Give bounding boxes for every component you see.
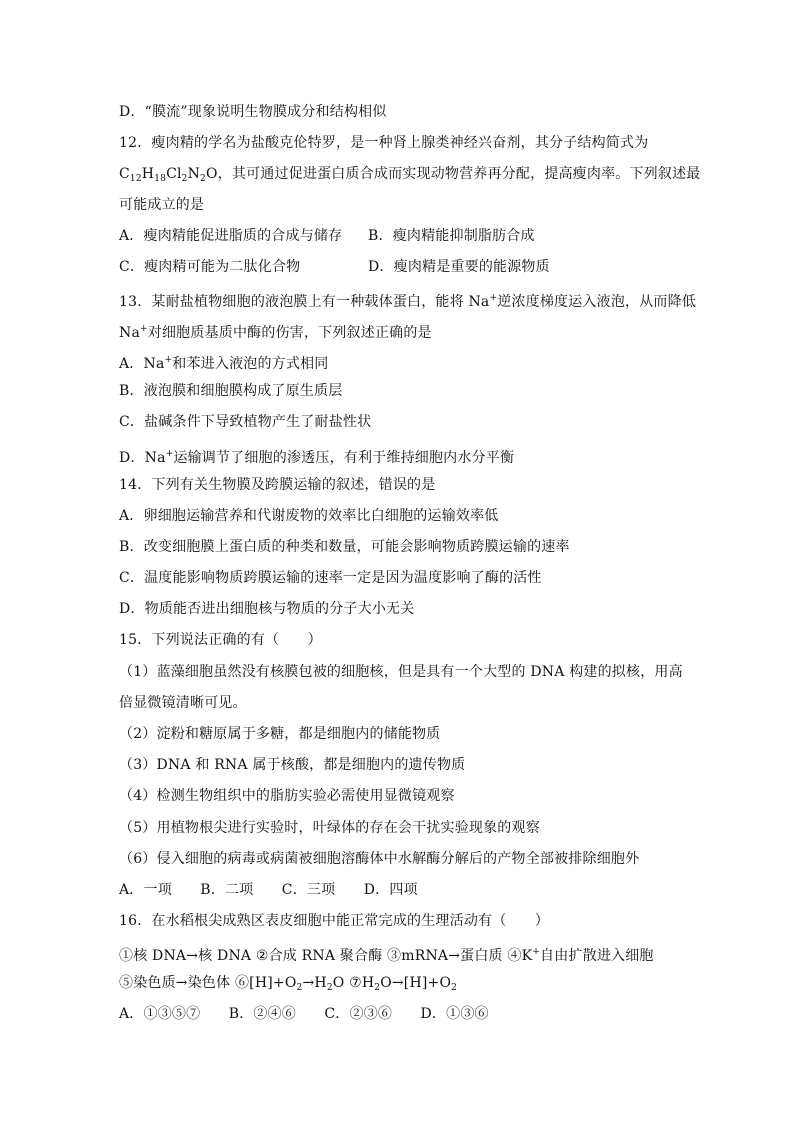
q16-row-2c: O ⑦H bbox=[332, 975, 375, 991]
q12-options-row-1 bbox=[0, 226, 794, 246]
superscript-plus: + bbox=[140, 324, 148, 334]
q13-option-d bbox=[119, 444, 514, 464]
q12-options-row-2 bbox=[0, 257, 794, 277]
q12-option-b: B．瘦肉精能抑制脂肪合成 bbox=[368, 228, 535, 244]
q15-item-3: （3）DNA 和 RNA 属于核酸，都是细胞内的遗传物质 bbox=[119, 757, 466, 773]
q13-stem-1a: 13．某耐盐植物细胞的液泡膜上有一种载体蛋白，能将 Na bbox=[119, 294, 490, 310]
q12-stem-line-2-text: ，其可通过促进蛋白质合成而实现动物营养再分配，提高瘦肉率。下列叙述最 bbox=[217, 166, 701, 182]
q12-stem-line-1: 12．瘦肉精的学名为盐酸克伦特罗，是一种肾上腺类神经兴奋剂，其分子结构简式为 bbox=[119, 135, 649, 151]
q11-option-d: D．“膜流”现象说明生物膜成分和结构相似 bbox=[119, 104, 387, 120]
q15-item-6: （6）侵入细胞的病毒或病菌被细胞溶酶体中水解酶分解后的产物全部被排除细胞外 bbox=[119, 851, 640, 867]
formula-h-count: 18 bbox=[154, 174, 167, 184]
formula-n: N bbox=[187, 166, 201, 182]
q14-option-b: B．改变细胞膜上蛋白质的种类和数量，可能会影响物质跨膜运输的速率 bbox=[119, 539, 570, 555]
q12-stem-line-2 bbox=[119, 164, 700, 184]
q12-option-c: C．瘦肉精可能为二肽化合物 bbox=[119, 259, 301, 275]
q12-option-a: A．瘦肉精能促进脂质的合成与储存 bbox=[119, 228, 343, 244]
q13-option-c: C．盐碱条件下导致植物产生了耐盐性状 bbox=[119, 414, 372, 430]
subscript-2: 2 bbox=[326, 983, 333, 993]
superscript-plus: + bbox=[532, 947, 541, 957]
q13-option-d-1: D．Na bbox=[119, 450, 166, 466]
q13-stem-line-2 bbox=[119, 319, 432, 339]
q16-row-1 bbox=[119, 942, 654, 962]
q13-option-d-2: 运输调节了细胞的渗透压，有利于维持细胞内水分平衡 bbox=[173, 450, 515, 466]
q15-item-1-line-1: （1）蓝藻细胞虽然没有核膜包被的细胞核，但是具有一个大型的 DNA 构建的拟核，用高 bbox=[119, 664, 683, 680]
q15-options: A．一项 B．二项 C．三项 D．四项 bbox=[119, 882, 418, 898]
superscript-plus: + bbox=[489, 293, 498, 303]
q13-option-b: B．液泡膜和细胞膜构成了原生质层 bbox=[119, 383, 343, 399]
q13-stem-line-1 bbox=[119, 288, 696, 308]
q16-row-2a: ⑤染色质→染色体 ⑥[H]+O bbox=[119, 975, 297, 991]
formula-c: C bbox=[119, 166, 130, 182]
formula-cl: Cl bbox=[166, 166, 182, 182]
subscript-2: 2 bbox=[296, 983, 303, 993]
q15-item-2: （2）淀粉和糖原属于多糖，都是细胞内的储能物质 bbox=[119, 726, 441, 742]
q16-row-1b: 自由扩散进入细胞 bbox=[540, 948, 654, 964]
q12-stem-line-3: 可能成立的是 bbox=[119, 197, 205, 213]
q16-options: A．①③⑤⑦ B．②④⑥ C．②③⑥ D．①③⑥ bbox=[119, 1006, 489, 1022]
q12-option-d: D．瘦肉精是重要的能源物质 bbox=[368, 259, 550, 275]
q15-item-5: （5）用植物根尖进行实验时，叶绿体的存在会干扰实验现象的观察 bbox=[119, 820, 540, 836]
formula-c-count: 12 bbox=[129, 174, 142, 184]
q14-option-d: D．物质能否进出细胞核与物质的分子大小无关 bbox=[119, 601, 415, 617]
formula-o: O bbox=[205, 166, 218, 182]
q16-row-2d: O→[H]+O bbox=[380, 975, 452, 991]
q14-option-a: A．卵细胞运输营养和代谢废物的效率比白细胞的运输效率低 bbox=[119, 508, 499, 524]
q16-row-1a: ①核 DNA→核 DNA ②合成 RNA 聚合酶 ③mRNA→蛋白质 ④K bbox=[119, 948, 533, 964]
q13-stem-1b: 逆浓度梯度运入液泡，从而降低 bbox=[497, 294, 697, 310]
q16-row-2 bbox=[119, 973, 457, 993]
formula-h: H bbox=[141, 166, 155, 182]
q13-option-a-2: 和苯进入液泡的方式相同 bbox=[172, 356, 329, 372]
q13-option-a-1: A．Na bbox=[119, 356, 165, 372]
q16-row-2b: →H bbox=[302, 975, 327, 991]
q15-stem: 15．下列说法正确的有（ ） bbox=[119, 632, 322, 648]
formula-cl-count: 2 bbox=[181, 174, 188, 184]
subscript-2: 2 bbox=[451, 983, 458, 993]
q14-option-c: C．温度能影响物质跨膜运输的速率一定是因为温度影响了酶的活性 bbox=[119, 570, 542, 586]
q14-stem: 14．下列有关生物膜及跨膜运输的叙述，错误的是 bbox=[119, 477, 436, 493]
q13-stem-2a: Na bbox=[119, 325, 140, 341]
q16-stem: 16．在水稻根尖成熟区表皮细胞中能正常完成的生理活动有（ ） bbox=[119, 913, 550, 929]
q15-item-1-line-2: 倍显微镜清晰可见。 bbox=[119, 695, 247, 711]
formula-n-count: 2 bbox=[200, 174, 206, 184]
q13-option-a bbox=[119, 350, 328, 370]
q13-stem-2b: 对细胞质基质中酶的伤害，下列叙述正确的是 bbox=[147, 325, 432, 341]
superscript-plus: + bbox=[165, 449, 174, 459]
superscript-plus: + bbox=[164, 355, 173, 365]
q15-item-4: （4）检测生物组织中的脂肪实验必需使用显微镜观察 bbox=[119, 788, 455, 804]
subscript-2: 2 bbox=[374, 983, 381, 993]
